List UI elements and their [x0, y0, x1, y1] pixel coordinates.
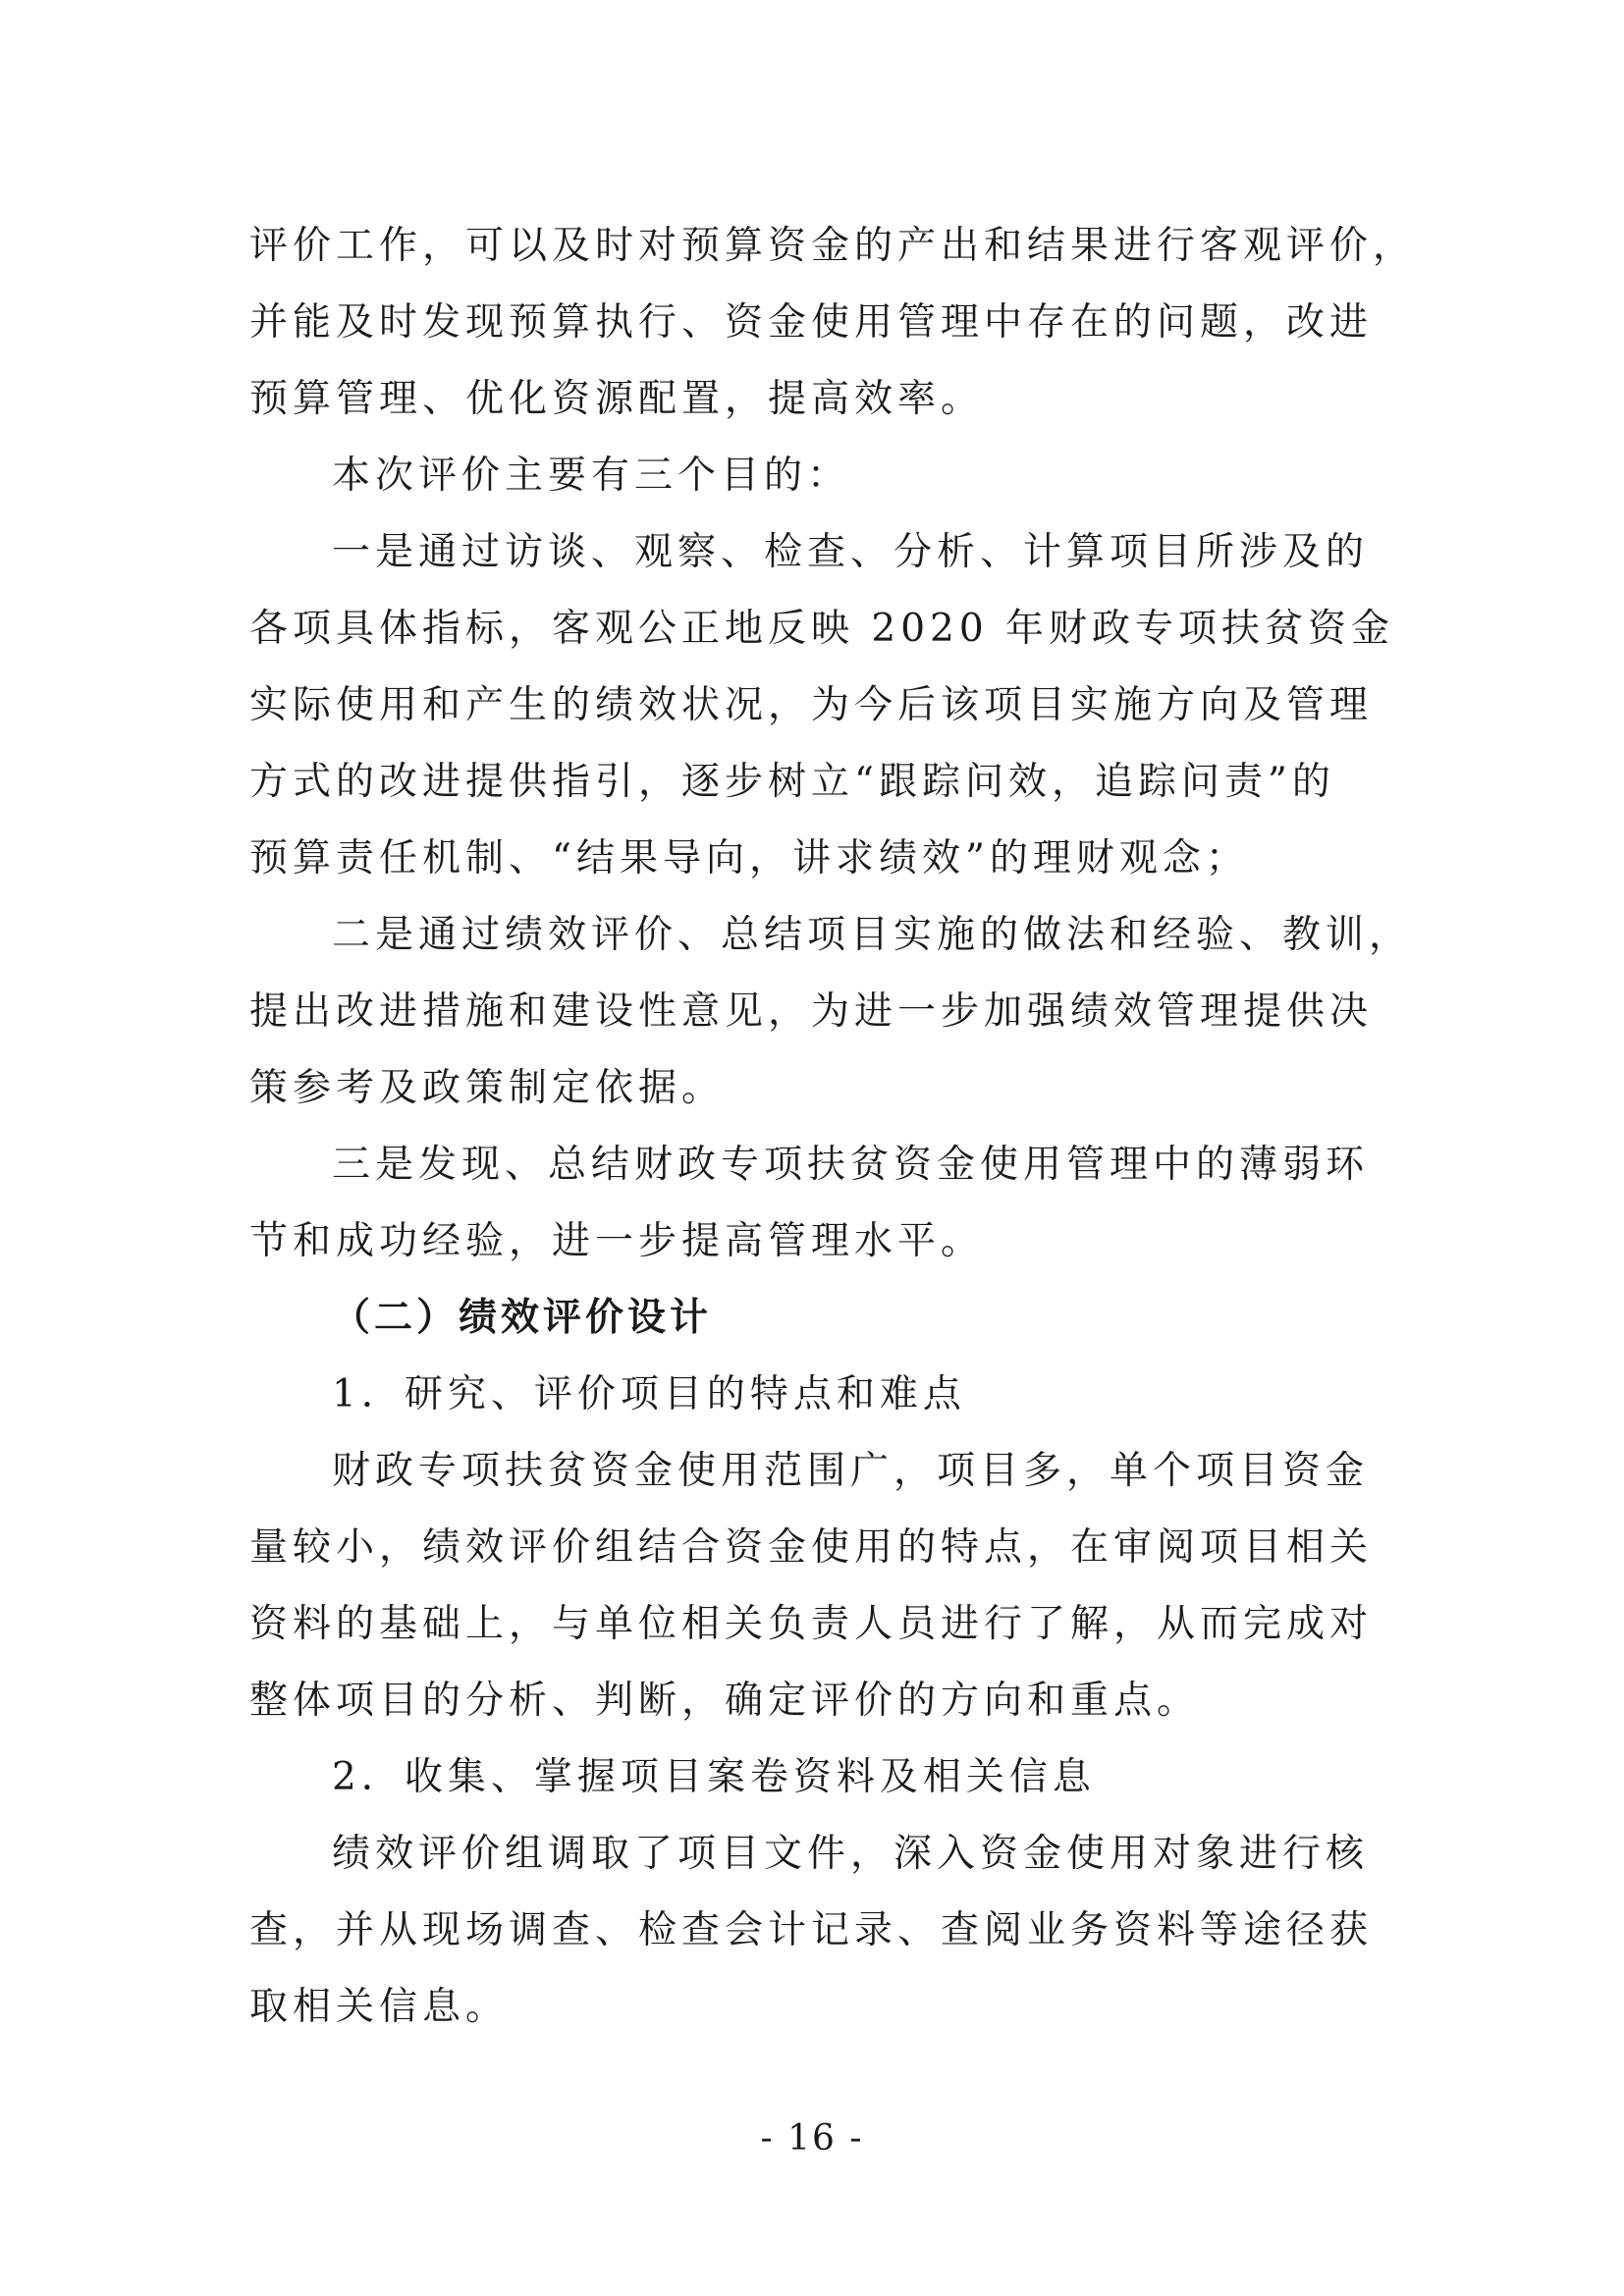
paragraph-start: 一是通过访谈、观察、检查、分析、计算项目所涉及的 — [332, 530, 1370, 574]
document-body — [249, 208, 1417, 2046]
paragraph-start: 财政专项扶贫资金使用范围广，项目多，单个项目资金 — [332, 1449, 1370, 1493]
text-line: 实际使用和产生的绩效状况，为今后该项目实施方向及管理 — [249, 683, 1374, 727]
text-line: 取相关信息。 — [249, 1985, 510, 2029]
text-line: 各项具体指标，客观公正地反映 2020 年财政专项扶贫资金 — [249, 607, 1395, 651]
text-line: 查，并从现场调查、检查会计记录、查阅业务资料等途径获 — [249, 1908, 1374, 1952]
paragraph-start: 本次评价主要有三个目的： — [332, 454, 851, 498]
paragraph-start: 二是通过绩效评价、总结项目实施的做法和经验、教训， — [332, 913, 1413, 957]
text-line: 提出改进措施和建设性意见，为进一步加强绩效管理提供决 — [249, 989, 1374, 1034]
text-line: 量较小，绩效评价组结合资金使用的特点，在审阅项目相关 — [249, 1525, 1374, 1570]
page-number: - 16 - — [760, 2118, 864, 2159]
text-line: 资料的基础上，与单位相关负责人员进行了解，从而完成对 — [249, 1602, 1374, 1646]
section-heading: （二）绩效评价设计 — [332, 1296, 713, 1340]
text-line: 并能及时发现预算执行、资金使用管理中存在的问题，改进 — [249, 300, 1374, 345]
paragraph-start: 绩效评价组调取了项目文件，深入资金使用对象进行核 — [332, 1832, 1370, 1876]
subsection-title: 2．收集、掌握项目案卷资料及相关信息 — [332, 1755, 1096, 1799]
text-line: 预算管理、优化资源配置，提高效率。 — [249, 377, 985, 421]
text-line: 策参考及政策制定依据。 — [249, 1066, 726, 1110]
text-line: 评价工作，可以及时对预算资金的产出和结果进行客观评价， — [249, 224, 1417, 268]
text-line: 预算责任机制、“结果导向，讲求绩效”的理财观念； — [249, 836, 1249, 881]
text-line: 整体项目的分析、判断，确定评价的方向和重点。 — [249, 1679, 1201, 1723]
subsection-title: 1．研究、评价项目的特点和难点 — [332, 1372, 966, 1416]
text-line: 方式的改进提供指引，逐步树立“跟踪问效，追踪问责”的 — [249, 760, 1335, 804]
text-line: 节和成功经验，进一步提高管理水平。 — [249, 1219, 985, 1263]
paragraph-start: 三是发现、总结财政专项扶贫资金使用管理中的薄弱环 — [332, 1143, 1370, 1187]
